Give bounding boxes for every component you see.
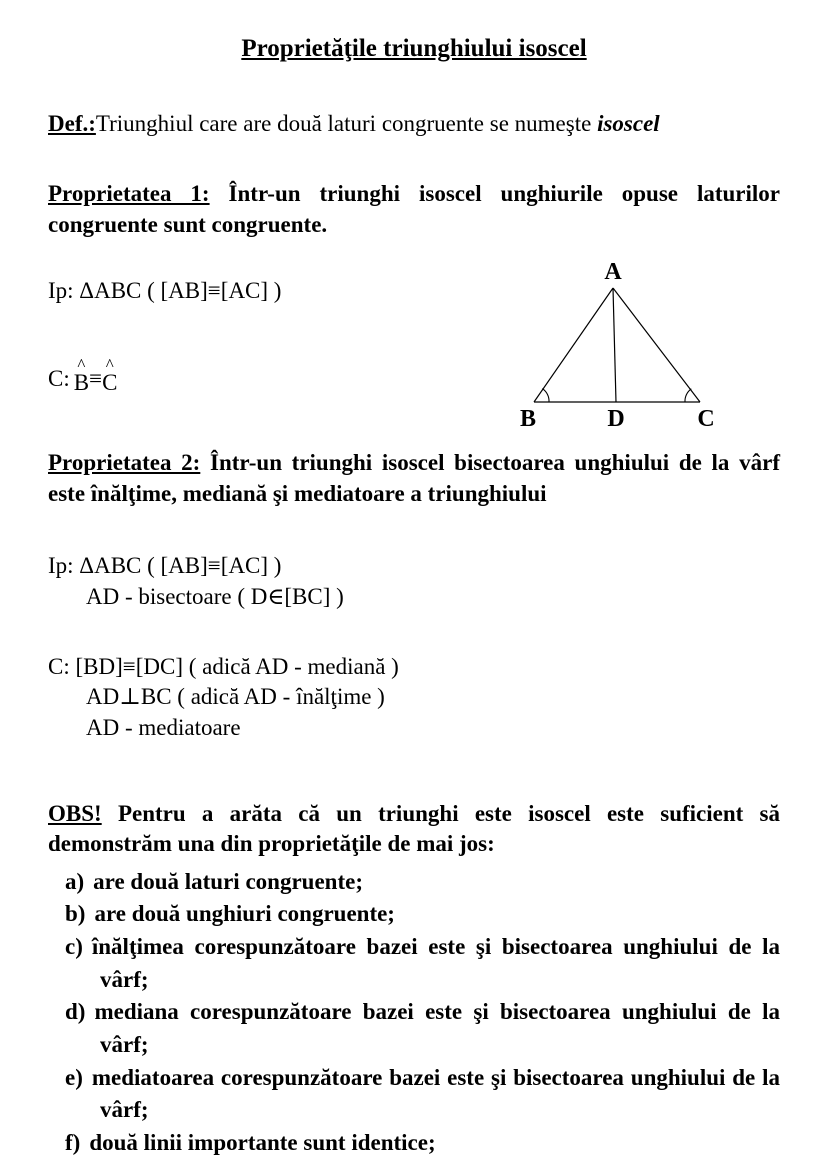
isosceles-triangle-figure (516, 262, 780, 442)
property2-conclusion (48, 652, 780, 743)
property1-hypothesis: Ip: ΔABC ( [AB]≡[AC] ) (48, 278, 282, 304)
vertex-label-b: B (519, 406, 537, 433)
list-item-marker: a) (65, 868, 85, 894)
equiv-symbol: ≡ (89, 366, 103, 392)
triangle-diagram (516, 262, 722, 434)
property2-label: Proprietatea 2: (48, 450, 201, 476)
list-item (48, 931, 780, 996)
list-item (48, 1062, 780, 1127)
list-item (48, 1127, 780, 1160)
segment-ad (613, 288, 616, 402)
list-item-marker: c) (65, 933, 83, 959)
definition-text: Triunghiul care are două laturi congruente se numeşte (95, 111, 598, 136)
conclusion-line-1: C: [BD]≡[DC] ( adică AD - mediană ) (48, 653, 399, 679)
definition-label: Def.: (48, 111, 96, 136)
angle-c-letter: C (102, 370, 118, 396)
conclusion-line-3: AD - mediatoare (86, 714, 241, 740)
angle-b (73, 355, 90, 396)
property1-statements (48, 262, 516, 394)
property1-conclusion (48, 355, 516, 396)
property1-body (48, 262, 780, 442)
hat-symbol: ^ (77, 355, 86, 375)
angle-arc-b (542, 389, 549, 402)
definition-emphasis: isoscel (597, 111, 660, 136)
vertex-label-c: C (697, 406, 715, 433)
conclusion-line-2: AD⊥BC ( adică AD - înălţime ) (86, 684, 385, 710)
definition-paragraph (48, 109, 780, 139)
list-item (48, 898, 780, 931)
list-item-marker: f) (65, 1129, 81, 1155)
list-item-marker: b) (65, 901, 86, 927)
property1-heading (48, 179, 780, 240)
list-item-text: mediana corespunzătoare bazei este şi bisectoarea unghiului de la vârf; (94, 999, 780, 1057)
hat-symbol: ^ (105, 355, 114, 375)
observation-label: OBS! (48, 800, 102, 826)
angle-arc-c (685, 389, 691, 402)
list-item (48, 996, 780, 1061)
property2-text: Într-un triunghi isoscel bisectoarea unghiului de la vârf este înălţime, mediană şi mediatoare a triunghiului (48, 450, 780, 506)
page-title: Proprietăţile triunghiului isoscel (241, 35, 587, 62)
list-item (48, 866, 780, 899)
property2-hypothesis (48, 551, 780, 612)
list-item-text: are două unghiuri congruente; (94, 901, 395, 927)
observation-heading (48, 799, 780, 860)
list-item-text: două linii importante sunt identice; (89, 1129, 436, 1155)
angle-c (102, 355, 118, 396)
property2-heading (48, 448, 780, 509)
hypothesis-line-2: AD - bisectoare ( D∈[BC] ) (86, 583, 344, 609)
vertex-label-a: A (604, 262, 622, 286)
list-item-marker: d) (65, 999, 86, 1025)
hypothesis-line-1: Ip: ΔABC ( [AB]≡[AC] ) (48, 553, 282, 579)
list-item-text: are două laturi congruente; (93, 868, 363, 894)
vertex-label-d: D (607, 406, 625, 433)
observation-text: Pentru a arăta că un triunghi este isoscel este suficient să demonstrăm una din proprietăţile de mai jos: (48, 800, 780, 857)
list-item-text: înălţimea corespunzătoare bazei este şi bisectoarea unghiului de la vârf; (91, 933, 780, 992)
angle-b-letter: B (73, 370, 90, 396)
list-item-marker: e) (65, 1064, 83, 1090)
observation-list (48, 866, 780, 1160)
list-item-text: mediatoarea corespunzătoare bazei este şi bisectoarea unghiului de la vârf; (91, 1064, 780, 1123)
property1-label: Proprietatea 1: (48, 181, 210, 207)
conclusion-prefix: C: (48, 366, 70, 392)
property1-text: Într-un triunghi isoscel unghiurile opuse laturilor congruente sunt congruente. (48, 181, 780, 237)
